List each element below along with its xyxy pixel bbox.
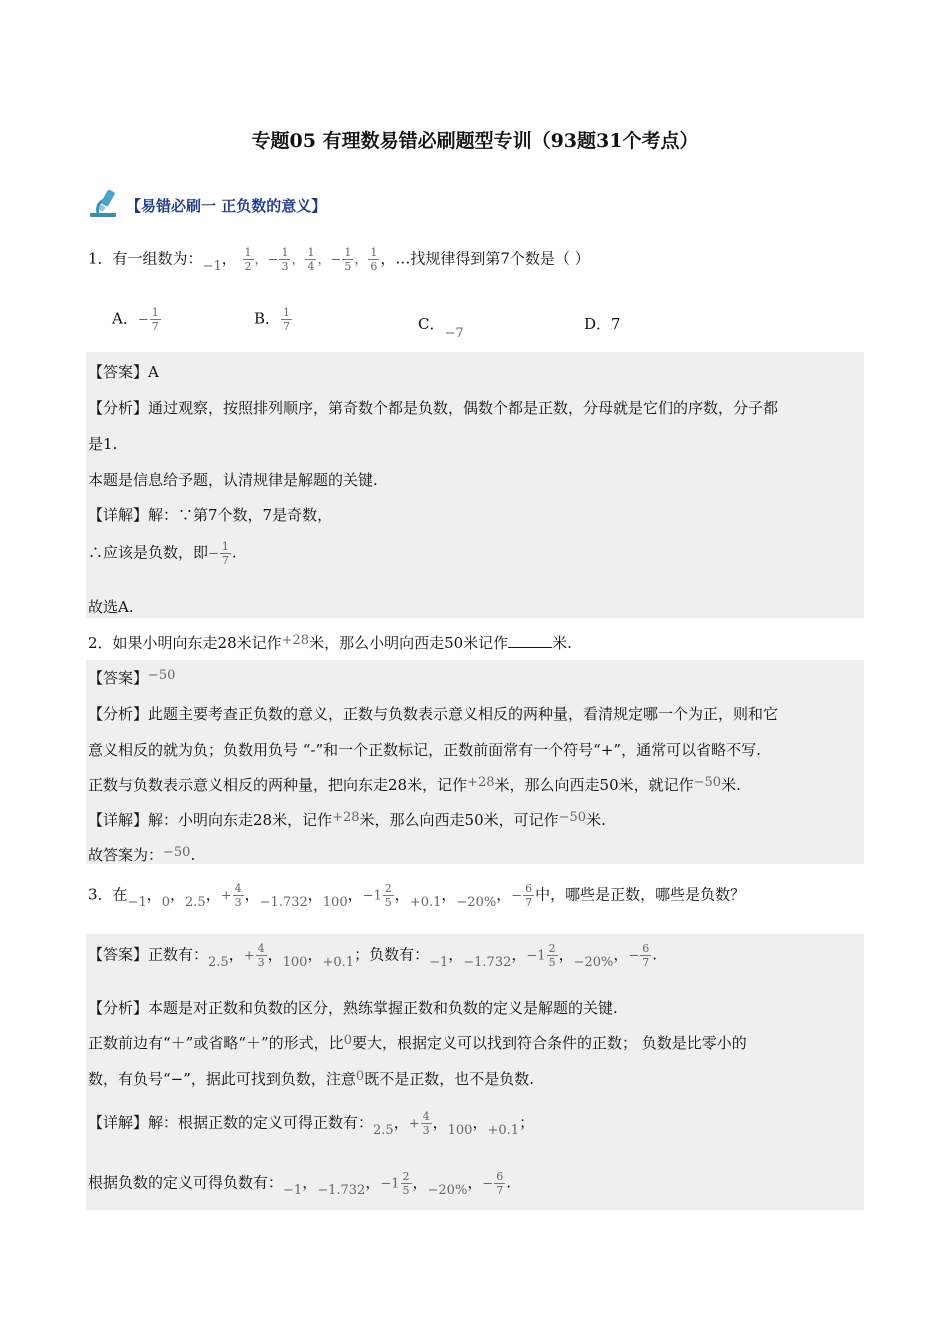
- q2-analysis: 【分析】此题主要考查正负数的意义，正数与负数表示意义相反的两种量，看清规定哪一个为正，则和它: [88, 705, 779, 723]
- q2-final-answer: 故答案为：−50.: [88, 845, 196, 864]
- q3-detail-positive: 【详解】解：根据正数的定义可得正数有：2.5，+ $\frac{4}{3}$ ，100，+0.1；: [88, 1110, 535, 1138]
- section-heading: [88, 190, 326, 220]
- q1-fraction: $\frac{1}{5}$: [344, 246, 352, 273]
- q2-analysis-example: 正数与负数表示意义相反的两种量，把向东走28米，记作+28米，那么向西走50米，就记作−50米.: [88, 775, 741, 794]
- microscope-icon: [88, 188, 124, 222]
- q1-sep: ，: [221, 249, 237, 268]
- q2-analysis-cont: 意义相反的就为负；负数用负号 “-”和一个正数标记，正数前面常有一个符号“+”，通常可以省略不写.: [88, 741, 761, 759]
- q1-tail: ，…找规律得到第7个数是（ ）: [380, 249, 590, 268]
- q2-detail: 【详解】解：小明向东走28米，记作+28米，那么向西走50米，可记作−50米.: [88, 810, 606, 829]
- q2-answer: 【答案】−50: [88, 668, 176, 687]
- q3-answer: 【答案】正数有：2.5，+ $\frac{4}{3}$ ，100，+0.1；负数有：−1，−1.732，−1 $\frac{2}{5}$ ，−20%，− $\frac{6}{7}$ .: [88, 942, 658, 970]
- q3-analysis-cont: 正数前边有“＋”或省略“＋”的形式，比0要大，根据定义可以找到符合条件的正数； 负数是比零小的: [88, 1033, 747, 1052]
- q1-fraction: $\frac{1}{6}$: [370, 246, 378, 273]
- q1-choice: 故选A.: [88, 598, 134, 616]
- q1-term: −1: [202, 258, 222, 274]
- q1-detail-conclusion: ∴应该是负数，即− $\frac{1}{7}$ .: [88, 540, 237, 567]
- option-a: A．− $\frac{1}{7}$: [112, 306, 159, 333]
- q3-analysis: 【分析】本题是对正数和负数的区分，熟练掌握正数和负数的定义是解题的关键.: [88, 999, 618, 1017]
- q1-detail: 【详解】解：∵第7个数，7是奇数，: [88, 506, 333, 524]
- q2-solution-block: [86, 660, 864, 864]
- q1-answer: 【答案】A: [88, 363, 159, 381]
- option-d: D．7: [584, 315, 621, 333]
- question-3-stem: 3．在−1，0，2.5，+ $\frac{4}{3}$ ，−1.732，100，−1 $\frac{2}{5}$ ，+0.1，−20%，− $\frac{6}{7}$ 中，哪些是正数，哪些是负数？: [88, 882, 746, 910]
- q1-analysis-note: 本题是信息给予题，认清规律是解题的关键.: [88, 471, 378, 489]
- question-1-stem: 1．有一组数为：−1， $\frac{1}{2}$ ，− $\frac{1}{3}$ ， $\frac{1}{4}$ ，− $\frac{1}{5}$ ， $\frac{1}{6}$ ，…找规律得到第7个数是（ ）: [88, 246, 590, 274]
- page-title: 专题05 有理数易错必刷题型专训（93题31个考点）: [251, 130, 699, 152]
- q3-analysis-note: 数，有负号“−”，据此可找到负数，注意0既不是正数，也不是负数.: [88, 1069, 534, 1088]
- q3-detail-negative: 根据负数的定义可得负数有：−1，−1.732，−1 $\frac{2}{5}$ ，−20%，− $\frac{6}{7}$ .: [88, 1170, 512, 1198]
- q1-fraction: $\frac{1}{4}$: [307, 246, 315, 273]
- q1-fraction: $\frac{1}{2}$: [244, 246, 252, 273]
- q1-lead: 1．有一组数为：: [88, 249, 203, 268]
- question-2-stem: 2．如果小明向东走28米记作+28米，那么小明向西走50米记作 米.: [88, 633, 572, 652]
- answer-blank: [508, 633, 552, 648]
- q1-fraction: $\frac{1}{3}$: [281, 246, 289, 273]
- section-label: 【易错必刷一 正负数的意义】: [126, 196, 327, 215]
- q1-analysis: 【分析】通过观察，按照排列顺序，第奇数个都是负数，偶数个都是正数，分母就是它们的序数，分子都: [88, 399, 779, 417]
- option-b: B． $\frac{1}{7}$: [254, 306, 291, 333]
- option-c: C．−7: [418, 315, 464, 341]
- q1-analysis-cont: 是1.: [88, 435, 118, 453]
